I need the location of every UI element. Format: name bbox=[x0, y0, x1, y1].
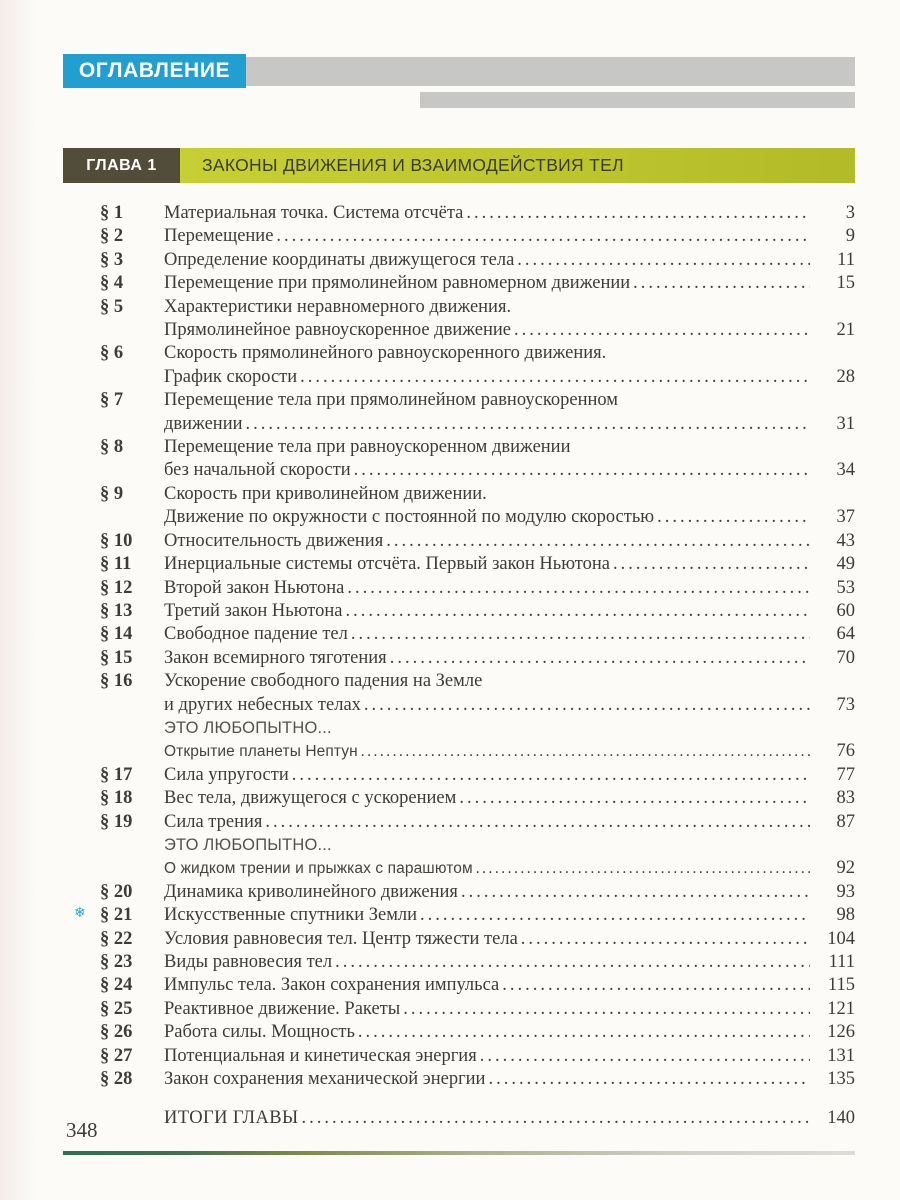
section-number: § 11 bbox=[100, 554, 132, 575]
toc-line bbox=[100, 717, 855, 740]
toc-entry bbox=[100, 389, 855, 436]
section-number: § 14 bbox=[100, 624, 133, 645]
section-number: § 25 bbox=[100, 998, 133, 1019]
chapter-title: ЗАКОНЫ ДВИЖЕНИЯ И ВЗАИМОДЕЙСТВИЯ ТЕЛ bbox=[180, 148, 855, 183]
section-number: § 22 bbox=[100, 928, 133, 949]
toc-line bbox=[100, 225, 855, 248]
page-number: 121 bbox=[827, 998, 855, 1019]
toc-line bbox=[100, 1068, 855, 1091]
section-number: § 2 bbox=[100, 226, 124, 247]
section-number: § 10 bbox=[100, 530, 133, 551]
toc-summary bbox=[100, 1107, 855, 1130]
dot-leader bbox=[302, 1107, 810, 1130]
dot-leader bbox=[361, 740, 810, 763]
section-number: § 27 bbox=[100, 1045, 133, 1066]
toc-entry bbox=[100, 811, 855, 834]
toc-entry bbox=[100, 764, 855, 787]
toc-line bbox=[100, 857, 855, 880]
toc-line bbox=[100, 740, 855, 763]
toc-entry bbox=[100, 998, 855, 1021]
toc-note-heading bbox=[100, 834, 855, 857]
section-title: Прямолинейное равноускоренное движение bbox=[164, 320, 511, 341]
page-number: 126 bbox=[827, 1022, 855, 1043]
section-title: График скорости bbox=[164, 366, 298, 387]
page-number: 131 bbox=[827, 1045, 855, 1066]
page-number: 15 bbox=[836, 273, 855, 294]
page-number: 21 bbox=[836, 320, 855, 341]
toc-entry bbox=[100, 553, 855, 576]
section-number: § 17 bbox=[100, 764, 133, 785]
section-title: Динамика криволинейного движения bbox=[164, 881, 458, 902]
toc-line bbox=[100, 647, 855, 670]
section-number: § 28 bbox=[100, 1069, 133, 1090]
toc-line bbox=[100, 998, 855, 1021]
section-title: Перемещение тела при равноускоренном движении bbox=[164, 437, 571, 458]
section-title: Потенциальная и кинетическая энергия bbox=[164, 1045, 477, 1066]
chapter-label: ГЛАВА 1 bbox=[63, 148, 180, 183]
toc-note-item bbox=[100, 857, 855, 880]
toc-line bbox=[100, 811, 855, 834]
section-title: Перемещение при прямолинейном равномерном движении bbox=[164, 273, 631, 294]
section-title: ЭТО ЛЮБОПЫТНО... bbox=[164, 835, 332, 854]
section-number: § 12 bbox=[100, 577, 133, 598]
toc-line bbox=[100, 483, 855, 506]
page-number: 104 bbox=[827, 928, 855, 949]
dot-leader bbox=[351, 623, 810, 646]
dot-leader bbox=[390, 647, 810, 670]
section-number: § 18 bbox=[100, 788, 133, 809]
section-title: Движение по окружности с постоянной по модулю скоростью bbox=[164, 507, 655, 528]
section-number: § 8 bbox=[100, 437, 124, 458]
page-number: 70 bbox=[836, 647, 855, 668]
dot-leader bbox=[276, 225, 810, 248]
section-number: § 9 bbox=[100, 483, 124, 504]
toc-entry bbox=[100, 296, 855, 343]
page-number: 53 bbox=[836, 577, 855, 598]
toc-line bbox=[100, 834, 855, 857]
page-number: 115 bbox=[827, 975, 855, 996]
toc-line bbox=[100, 530, 855, 553]
page-number: 73 bbox=[836, 694, 855, 715]
toc-line bbox=[100, 389, 855, 412]
toc-note-item bbox=[100, 740, 855, 763]
section-number: § 1 bbox=[100, 203, 124, 223]
page-number: 43 bbox=[836, 530, 855, 551]
contents-header bbox=[63, 54, 855, 110]
toc-line bbox=[100, 951, 855, 974]
dot-leader bbox=[420, 904, 810, 927]
section-title: ИТОГИ ГЛАВЫ bbox=[164, 1108, 299, 1129]
toc-list bbox=[74, 202, 855, 1131]
section-title: Сила упругости bbox=[164, 764, 289, 785]
dot-leader bbox=[459, 787, 810, 810]
page-number: 92 bbox=[836, 858, 855, 879]
dot-leader bbox=[633, 272, 810, 295]
toc-entry bbox=[100, 928, 855, 951]
section-number: § 19 bbox=[100, 811, 133, 832]
toc-entry bbox=[100, 881, 855, 904]
section-title: Сила трения bbox=[164, 811, 263, 832]
toc-line bbox=[100, 366, 855, 389]
page-number: 83 bbox=[836, 788, 855, 809]
toc-line bbox=[100, 670, 855, 693]
toc-line bbox=[100, 296, 855, 319]
dot-leader bbox=[265, 811, 810, 834]
section-number: § 20 bbox=[100, 881, 133, 902]
page-number: 76 bbox=[836, 741, 855, 762]
section-title: Второй закон Ньютона bbox=[164, 577, 345, 598]
toc-entry bbox=[100, 249, 855, 272]
page-number: 93 bbox=[836, 881, 855, 902]
section-title: Характеристики неравномерного движения. bbox=[164, 296, 512, 317]
toc-entry bbox=[100, 577, 855, 600]
page-number: 37 bbox=[836, 507, 855, 528]
section-number: § 16 bbox=[100, 671, 133, 692]
dot-leader bbox=[246, 413, 811, 436]
section-title: Третий закон Ньютона bbox=[164, 600, 343, 621]
section-number: § 3 bbox=[100, 249, 124, 270]
dot-leader bbox=[292, 764, 810, 787]
dot-leader bbox=[354, 459, 810, 482]
toc-line bbox=[100, 1021, 855, 1044]
toc-entry bbox=[100, 623, 855, 646]
dot-leader bbox=[461, 881, 810, 904]
toc-entry bbox=[100, 530, 855, 553]
dot-leader bbox=[514, 319, 810, 342]
section-title: Вес тела, движущегося с ускорением bbox=[164, 788, 457, 809]
section-title: и других небесных телах bbox=[164, 694, 361, 715]
dot-leader bbox=[613, 553, 810, 576]
header-bar-bottom bbox=[420, 92, 855, 108]
section-title: Импульс тела. Закон сохранения импульса bbox=[164, 975, 500, 996]
toc-entry bbox=[100, 1021, 855, 1044]
dot-leader bbox=[386, 530, 810, 553]
dot-leader bbox=[466, 202, 810, 225]
section-title: Реактивное движение. Ракеты bbox=[164, 998, 401, 1019]
toc-note-heading bbox=[100, 717, 855, 740]
toc-line bbox=[100, 553, 855, 576]
toc-line bbox=[100, 436, 855, 459]
toc-line bbox=[100, 1107, 855, 1130]
section-number: § 21 bbox=[100, 905, 133, 926]
dot-leader bbox=[488, 1068, 810, 1091]
page-number: 11 bbox=[837, 249, 855, 270]
dot-leader bbox=[335, 951, 810, 974]
section-title: Определение координаты движущегося тела bbox=[164, 249, 515, 270]
section-title: О жидком трении и прыжках с парашютом bbox=[164, 860, 473, 878]
section-number: § 24 bbox=[100, 975, 133, 996]
toc-entry bbox=[100, 272, 855, 295]
dot-leader bbox=[502, 974, 810, 997]
dot-leader bbox=[403, 998, 810, 1021]
section-title: Открытие планеты Нептун bbox=[164, 743, 358, 761]
toc-line bbox=[100, 202, 855, 225]
section-title: Работа силы. Мощность bbox=[164, 1022, 355, 1043]
toc-entry bbox=[74, 904, 855, 927]
toc-line bbox=[100, 694, 855, 717]
toc-line bbox=[100, 928, 855, 951]
page-number: 64 bbox=[836, 624, 855, 645]
page-number: 140 bbox=[827, 1108, 855, 1129]
section-title: Перемещение bbox=[164, 226, 274, 247]
toc-entry bbox=[100, 1045, 855, 1068]
toc-line bbox=[100, 974, 855, 997]
page-number: 49 bbox=[836, 554, 855, 575]
section-title: движении bbox=[164, 413, 243, 434]
dot-leader bbox=[657, 506, 810, 529]
page-number: 135 bbox=[827, 1069, 855, 1090]
section-title: Скорость при криволинейном движении. bbox=[164, 483, 487, 504]
section-number: § 5 bbox=[100, 296, 124, 317]
page-number: 77 bbox=[836, 764, 855, 785]
toc-entry bbox=[100, 647, 855, 670]
toc-entry bbox=[100, 483, 855, 530]
section-number: § 23 bbox=[100, 952, 133, 972]
page-number: 34 bbox=[836, 460, 855, 481]
dot-leader bbox=[364, 694, 810, 717]
dot-leader bbox=[480, 1045, 810, 1068]
contents-title: ОГЛАВЛЕНИЕ bbox=[63, 54, 246, 88]
toc-line bbox=[100, 319, 855, 342]
dot-leader bbox=[347, 577, 810, 600]
toc-line bbox=[100, 577, 855, 600]
folio-page-number: 348 bbox=[66, 1118, 98, 1142]
toc-entry bbox=[100, 670, 855, 717]
toc-entry bbox=[100, 225, 855, 248]
section-title: Ускорение свободного падения на Земле bbox=[164, 671, 483, 692]
toc-line bbox=[100, 764, 855, 787]
toc-entry bbox=[100, 951, 855, 974]
section-number: § 15 bbox=[100, 647, 133, 668]
toc-entry bbox=[100, 974, 855, 997]
page-number: 111 bbox=[828, 952, 855, 972]
toc-line bbox=[100, 787, 855, 810]
section-number: § 26 bbox=[100, 1022, 133, 1043]
toc-line bbox=[100, 272, 855, 295]
section-title: Скорость прямолинейного равноускоренного движения. bbox=[164, 343, 607, 364]
page-number: 28 bbox=[836, 366, 855, 387]
page-number: 87 bbox=[836, 811, 855, 832]
section-title: ЭТО ЛЮБОПЫТНО... bbox=[164, 718, 332, 737]
dot-leader bbox=[358, 1021, 810, 1044]
section-title: Относительность движения bbox=[164, 530, 384, 551]
header-bar-top bbox=[246, 57, 855, 86]
dot-leader bbox=[346, 600, 811, 623]
toc-line bbox=[100, 413, 855, 436]
toc-line bbox=[100, 600, 855, 623]
section-title: Перемещение тела при прямолинейном равноускоренном bbox=[164, 390, 618, 411]
toc-line bbox=[100, 249, 855, 272]
page-number: 98 bbox=[836, 905, 855, 926]
dot-leader bbox=[300, 366, 810, 389]
footer-rule bbox=[63, 1151, 855, 1155]
section-title: Искусственные спутники Земли bbox=[164, 905, 418, 926]
section-title: Условия равновесия тел. Центр тяжести тела bbox=[164, 928, 518, 949]
section-title: без начальной скорости bbox=[164, 460, 351, 481]
toc-line bbox=[100, 342, 855, 365]
section-title: Закон сохранения механической энергии bbox=[164, 1069, 486, 1090]
section-title: Свободное падение тел bbox=[164, 624, 348, 645]
section-number: § 6 bbox=[100, 343, 124, 364]
toc-line bbox=[100, 881, 855, 904]
toc-line bbox=[100, 1045, 855, 1068]
section-number: § 4 bbox=[100, 273, 124, 294]
toc-entry bbox=[100, 436, 855, 483]
dot-leader bbox=[517, 249, 810, 272]
page-number: 3 bbox=[845, 203, 855, 223]
page-number: 60 bbox=[836, 600, 855, 621]
dot-leader bbox=[476, 857, 810, 880]
toc-entry bbox=[100, 202, 855, 225]
toc-line bbox=[100, 459, 855, 482]
toc-entry bbox=[100, 600, 855, 623]
page-number: 31 bbox=[836, 413, 855, 434]
section-number: § 7 bbox=[100, 390, 124, 411]
toc-entry bbox=[100, 342, 855, 389]
page-number: 9 bbox=[845, 226, 855, 247]
toc-entry bbox=[100, 1068, 855, 1091]
dot-leader bbox=[521, 928, 810, 951]
toc-line bbox=[100, 623, 855, 646]
section-number: § 13 bbox=[100, 600, 133, 621]
toc-line bbox=[100, 506, 855, 529]
toc-line bbox=[74, 904, 855, 927]
toc-entry bbox=[100, 787, 855, 810]
section-title: Виды равновесия тел bbox=[164, 952, 333, 972]
chapter-heading bbox=[63, 148, 855, 183]
section-title: Инерциальные системы отсчёта. Первый закон Ньютона bbox=[164, 554, 610, 575]
section-title: Материальная точка. Система отсчёта bbox=[164, 203, 464, 223]
optional-section-marker-icon: ❄ bbox=[74, 905, 86, 922]
section-title: Закон всемирного тяготения bbox=[164, 647, 387, 668]
